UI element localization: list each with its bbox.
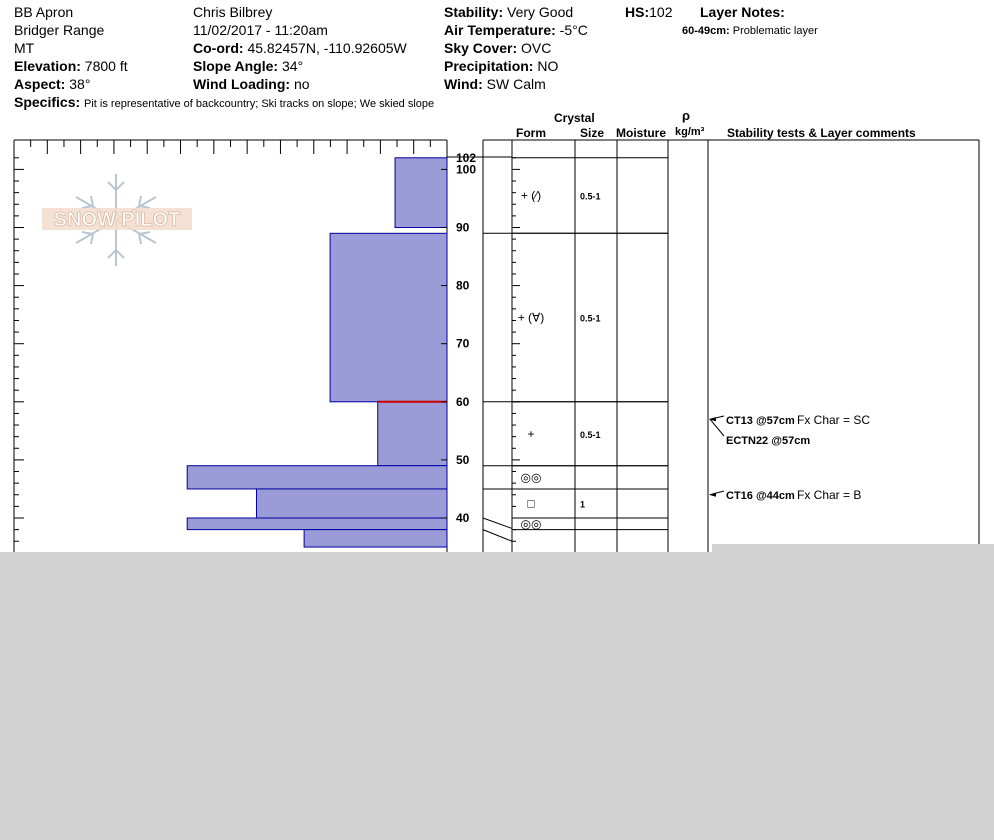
specifics-text: Pit is representative of backcountry; Ski tracks on slope; We skied slope [84, 98, 435, 110]
arrow-icon [709, 493, 716, 497]
sky-label: Sky Cover: [444, 40, 518, 56]
stability-label: Stability: [444, 4, 504, 20]
specifics-label: Specifics: [14, 94, 81, 110]
arrow-icon [709, 417, 716, 421]
site-range: Bridger Range [14, 22, 105, 38]
test-detail: Fx Char = SC [797, 413, 871, 427]
col-form-header: Form [516, 126, 546, 140]
depth-tick-label: 50 [456, 452, 470, 467]
layer-connector [483, 530, 512, 542]
layer-form: ◎◎ [520, 516, 542, 531]
stability-tests [709, 413, 870, 502]
layer-size: 0.5-1 [580, 429, 601, 440]
test-label: CT13 @57cm [726, 415, 795, 427]
col-moisture-header: Moisture [616, 126, 667, 140]
depth-tick-label: 60 [456, 394, 470, 409]
observation-datetime: 11/02/2017 - 11:20am [193, 22, 328, 38]
col-rho-header: ρ [682, 108, 691, 123]
precip-label: Precipitation: [444, 58, 534, 74]
col-size-header: Size [580, 126, 605, 140]
layer-form: + (∀) [517, 310, 545, 325]
layer-form: + (⁄) [520, 188, 542, 203]
site-name: BB Apron [14, 4, 74, 20]
layer-connector [483, 518, 512, 528]
depth-top-label: 102 [456, 151, 477, 165]
wind-label: Wind: [444, 76, 483, 92]
layer-form: ◎◎ [520, 470, 542, 485]
observer-name: Chris Bilbrey [193, 4, 273, 20]
elevation-value: 7800 ft [84, 58, 128, 74]
depth-tick-label: 70 [456, 336, 470, 351]
logo-text: SNOW PILOT [53, 209, 181, 231]
depth-tick-label: 90 [456, 220, 470, 235]
hardness-bar [330, 233, 447, 401]
hardness-bars [187, 158, 447, 547]
test-label: ECTN22 @57cm [726, 435, 811, 447]
layer-size: 1 [580, 499, 586, 510]
hardness-bar [256, 489, 447, 518]
stability-value: Very Good [507, 4, 574, 20]
aspect-label: Aspect: [14, 76, 66, 92]
air-temp-value: -5°C [559, 22, 588, 38]
depth-tick-label: 40 [456, 511, 470, 525]
precip-value: NO [537, 58, 559, 74]
layer-note-text: Problematic layer [732, 25, 818, 37]
wind-loading-label: Wind Loading: [193, 76, 291, 92]
coord-value: 45.82457N, -110.92605W [247, 40, 407, 56]
depth-tick-label: 80 [456, 278, 470, 293]
slope-value: 34° [281, 58, 304, 74]
snowpilot-logo [38, 172, 198, 268]
layer-note-range: 60-49cm: [682, 25, 730, 37]
wind-loading-value: no [293, 76, 310, 92]
test-detail: Fx Char = B [797, 488, 862, 502]
slope-label: Slope Angle: [193, 58, 279, 74]
layer-form: + [527, 426, 535, 441]
hardness-bar [187, 466, 447, 489]
layer-notes-title: Layer Notes: [700, 4, 785, 20]
sky-value: OVC [521, 40, 552, 56]
aspect-value: 38° [69, 76, 91, 92]
hardness-bar [187, 518, 447, 530]
hs-label: HS: [625, 4, 650, 20]
col-crystal-header: Crystal [554, 111, 595, 125]
elevation-label: Elevation: [14, 58, 81, 74]
col-density-header: kg/m³ [675, 126, 705, 138]
wind-value: SW Calm [486, 76, 546, 92]
layer-size: 0.5-1 [580, 191, 601, 202]
col-tests-header: Stability tests & Layer comments [727, 126, 916, 140]
hs-value: 102 [649, 4, 673, 20]
unrendered-area-strip [712, 544, 994, 554]
site-state: MT [14, 40, 35, 56]
depth-tick-label: 100 [456, 162, 477, 177]
hardness-bar [378, 402, 447, 466]
layer-form: □ [527, 496, 535, 511]
hardness-bar [395, 158, 447, 228]
coord-label: Co-ord: [193, 40, 244, 56]
test-label: CT16 @44cm [726, 490, 795, 502]
hardness-bar [304, 530, 447, 547]
layer-size: 0.5-1 [580, 313, 601, 324]
air-temp-label: Air Temperature: [444, 22, 556, 38]
test-pointer [710, 419, 724, 436]
unrendered-area [0, 552, 994, 840]
